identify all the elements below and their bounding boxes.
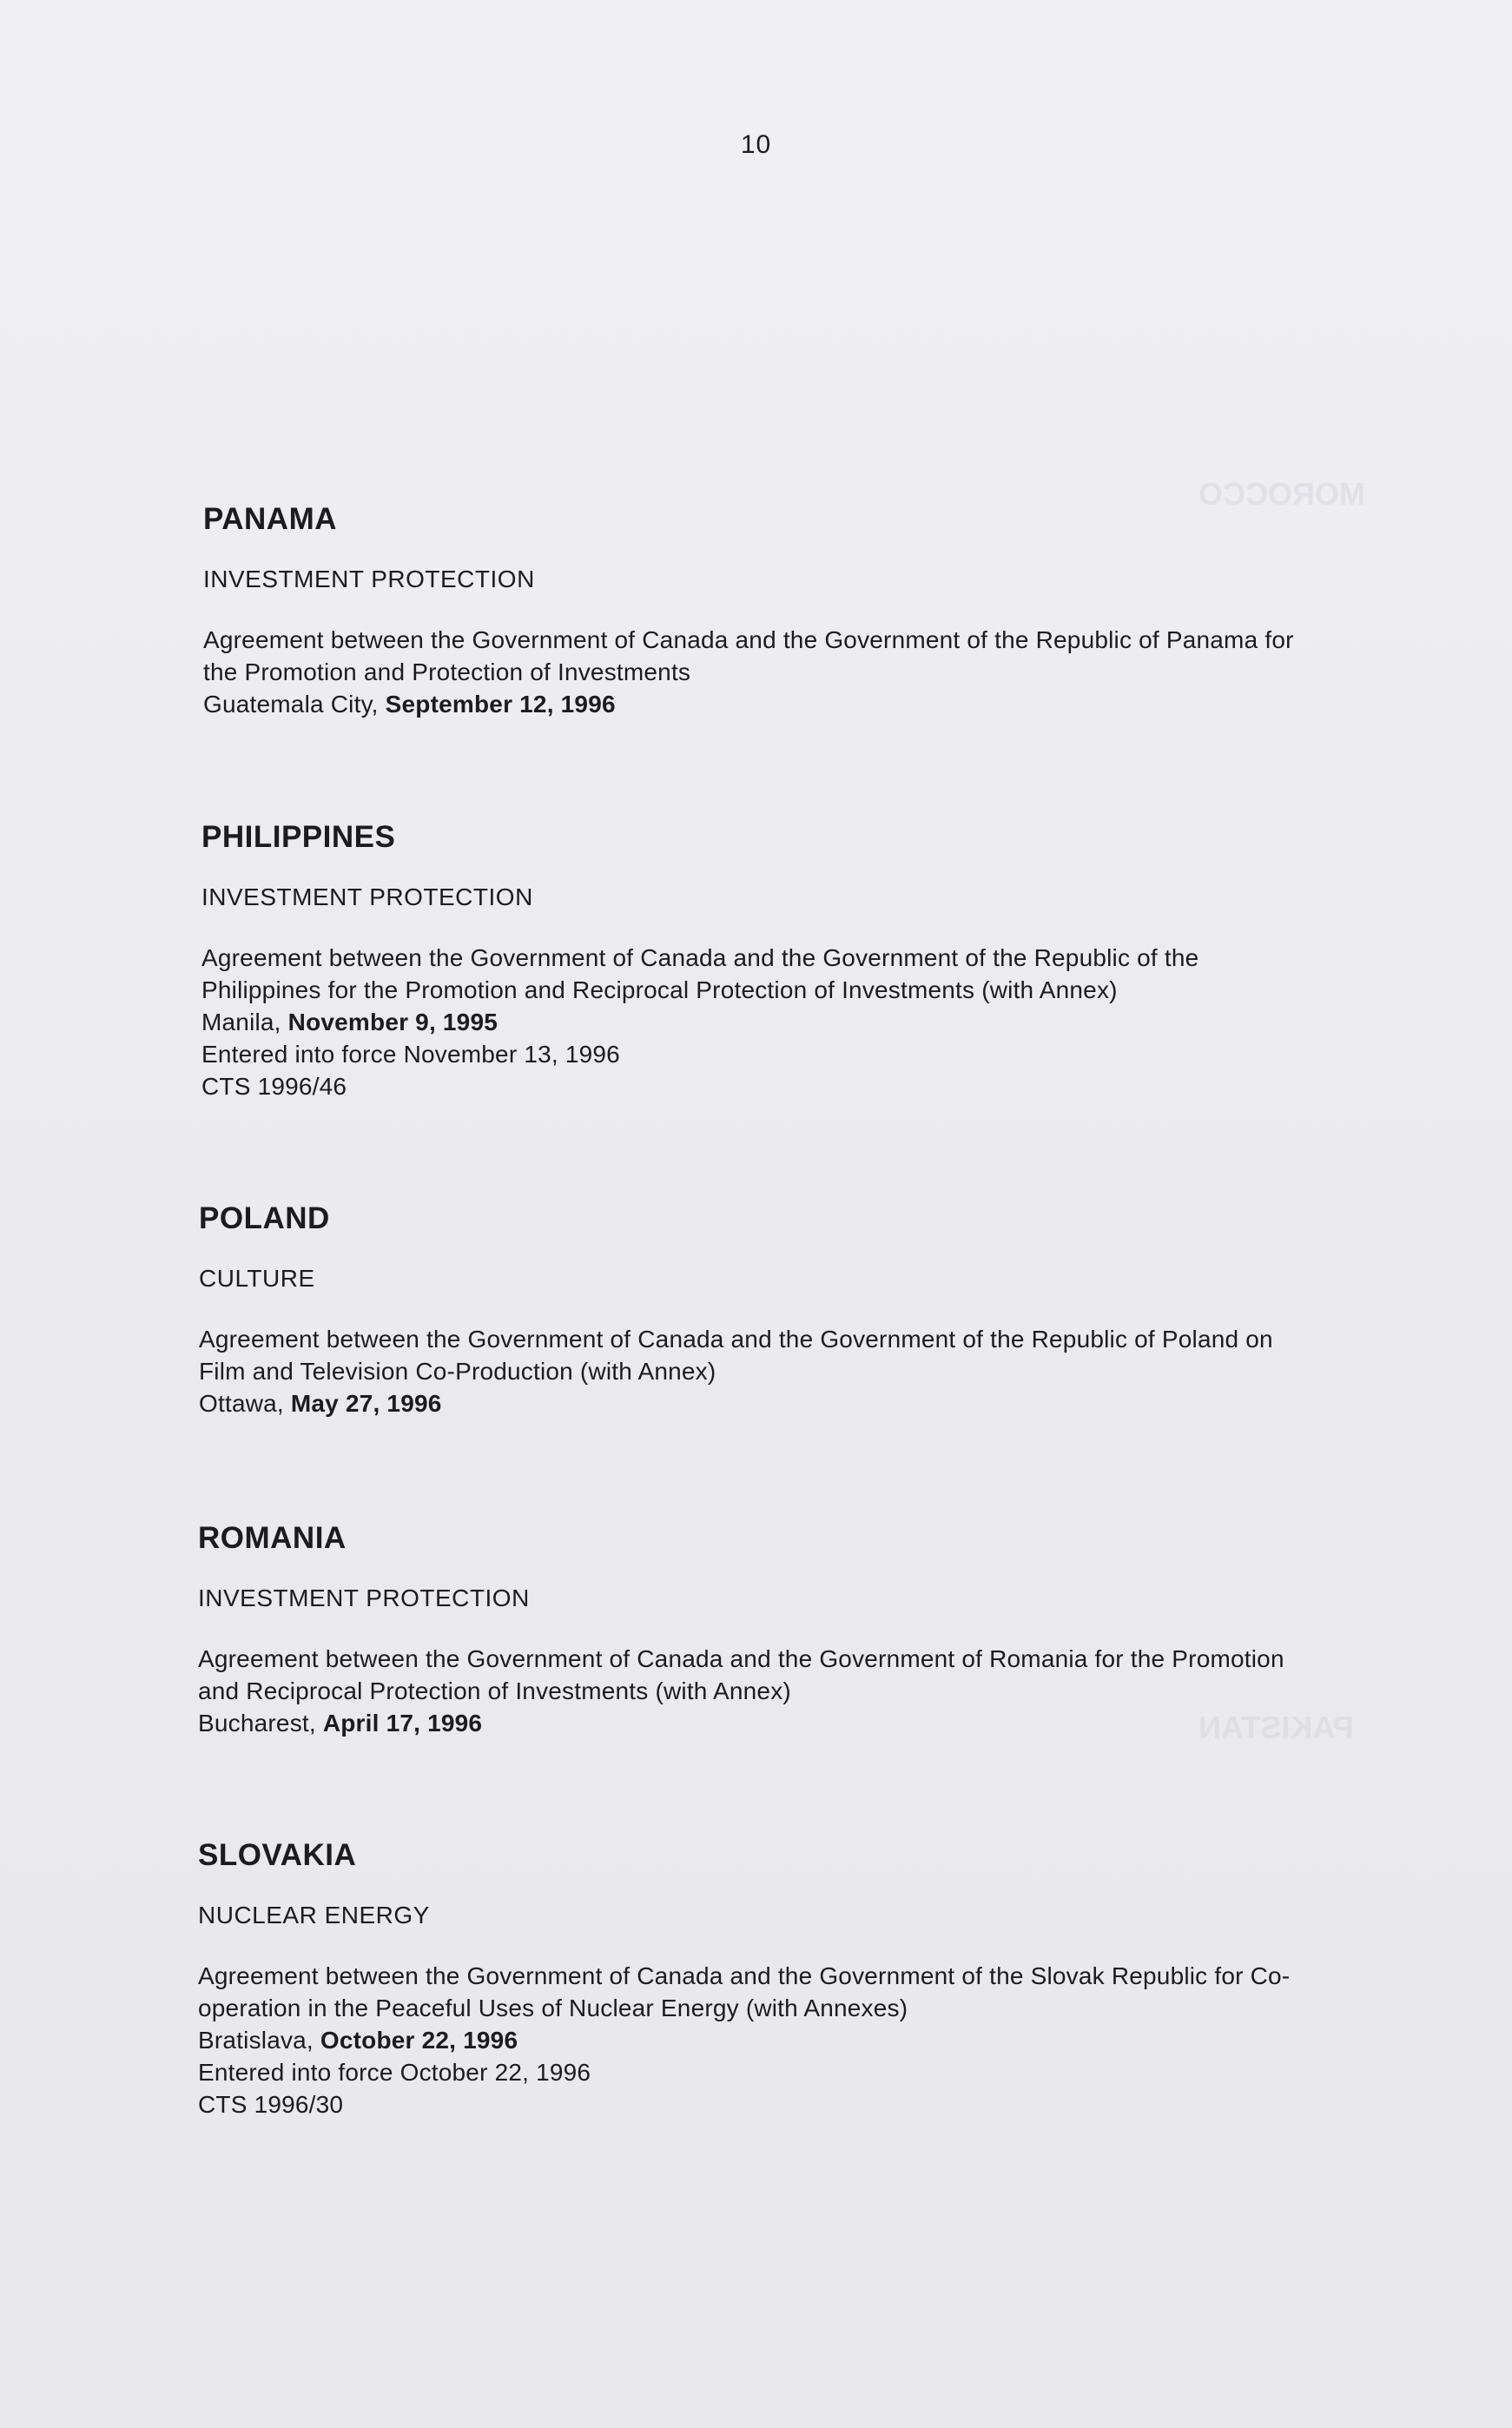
agreement-category: INVESTMENT PROTECTION xyxy=(198,1584,530,1611)
signing-place-date xyxy=(201,1006,1461,1038)
agreement-title-line: Agreement between the Government of Canada and the Government of the Republic of the xyxy=(201,944,1199,971)
agreement-category: NUCLEAR ENERGY xyxy=(198,1902,430,1929)
entry-poland xyxy=(199,1201,1458,1419)
page-number: 10 xyxy=(740,130,772,159)
signing-date: September 12, 1996 xyxy=(385,691,616,718)
signing-place-date xyxy=(198,1707,1457,1739)
entry-panama xyxy=(203,502,1462,720)
country-heading: PANAMA xyxy=(203,502,338,536)
entry-into-force: Entered into force November 13, 1996 xyxy=(201,1041,620,1068)
country-heading: SLOVAKIA xyxy=(198,1838,357,1872)
signing-date: October 22, 1996 xyxy=(320,2027,518,2054)
signing-date: May 27, 1996 xyxy=(290,1390,442,1417)
entry-into-force: Entered into force October 22, 1996 xyxy=(198,2059,591,2086)
agreement-title-line: the Promotion and Protection of Investments xyxy=(203,658,691,685)
agreement-title-line: operation in the Peaceful Uses of Nuclear Energy (with Annexes) xyxy=(198,1995,908,2021)
cts-reference: CTS 1996/30 xyxy=(198,2091,344,2118)
agreement-title-line: Agreement between the Government of Canada and the Government of the Republic of Panama for xyxy=(203,626,1294,653)
cts-reference: CTS 1996/46 xyxy=(201,1073,347,1100)
agreement-category: INVESTMENT PROTECTION xyxy=(203,566,535,592)
entry-slovakia xyxy=(198,1838,1457,2120)
agreement-category: CULTURE xyxy=(199,1265,315,1292)
bleed-through-text: MOROCCO xyxy=(1198,476,1365,512)
agreement-title-line: Film and Television Co-Production (with Annex) xyxy=(199,1358,716,1385)
agreement-title-line: Agreement between the Government of Canada and the Government of the Slovak Republic for Co- xyxy=(198,1962,1291,1989)
signing-place: Manila, xyxy=(201,1009,288,1035)
signing-date: April 17, 1996 xyxy=(322,1710,483,1737)
agreement-title-line: and Reciprocal Protection of Investments (with Annex) xyxy=(198,1677,791,1704)
agreement-title-line: Agreement between the Government of Canada and the Government of the Republic of Poland on xyxy=(199,1326,1273,1353)
entry-philippines xyxy=(201,820,1461,1102)
agreement-category: INVESTMENT PROTECTION xyxy=(201,883,533,910)
signing-place-date xyxy=(199,1387,1458,1419)
country-heading: ROMANIA xyxy=(198,1521,347,1555)
country-heading: POLAND xyxy=(199,1201,330,1235)
signing-place: Bratislava, xyxy=(198,2027,320,2054)
agreement-title-line: Agreement between the Government of Canada and the Government of Romania for the Promotion xyxy=(198,1645,1284,1672)
country-heading: PHILIPPINES xyxy=(201,820,396,854)
signing-place-date xyxy=(203,688,1462,720)
signing-place: Ottawa, xyxy=(199,1390,291,1417)
signing-date: November 9, 1995 xyxy=(287,1009,498,1035)
signing-place-date xyxy=(198,2024,1457,2056)
agreement-title-line: Philippines for the Promotion and Reciprocal Protection of Investments (with Annex) xyxy=(201,976,1118,1003)
entry-romania xyxy=(198,1521,1457,1739)
signing-place: Guatemala City, xyxy=(203,691,386,718)
bleed-through-text: PAKISTAN xyxy=(1198,1710,1354,1745)
signing-place: Bucharest, xyxy=(198,1710,323,1737)
